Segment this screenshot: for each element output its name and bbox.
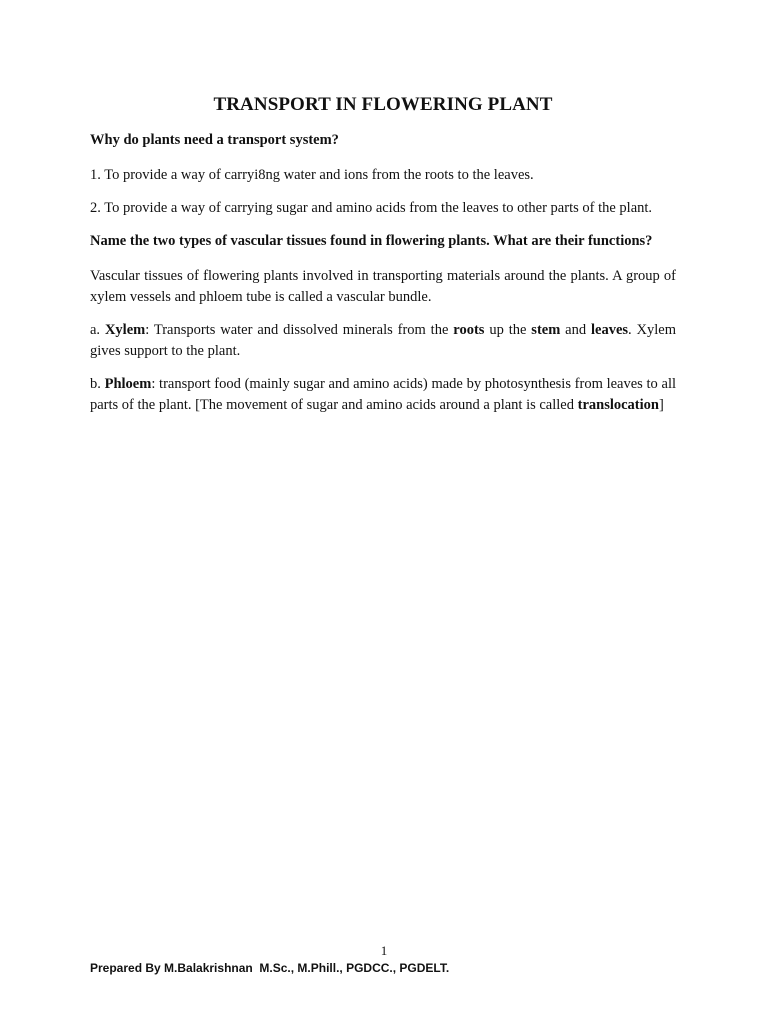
xylem-prefix: a. <box>90 322 105 338</box>
xylem-text-4: . Xylem gives support to the plant. <box>90 322 677 359</box>
point-1: 1. To provide a way of carryi8ng water and ions from the roots to the leaves. <box>90 167 534 183</box>
page-number: 1 <box>380 943 388 958</box>
question-transport-system: Why do plants need a transport system? <box>90 132 339 148</box>
phloem-term: Phloem <box>104 376 152 392</box>
phloem-text-2: ] <box>658 397 664 413</box>
footer-author: Prepared By M.Balakrishnan M.Sc., M.Phill., PGDCC., PGDELT. <box>90 961 450 975</box>
vascular-intro-paragraph: Vascular tissues of flowering plants involved in transporting materials around the plants. A group of xylem vessels and phloem tube is called a vascular bundle. <box>90 268 676 305</box>
phloem-paragraph <box>90 374 676 416</box>
point-2: 2. To provide a way of carrying sugar and amino acids from the leaves to other parts of the plant. <box>90 200 653 216</box>
xylem-text-1: : Transports water and dissolved minerals from the <box>145 322 454 338</box>
document-body <box>90 94 676 428</box>
xylem-leaves: leaves <box>591 322 629 338</box>
phloem-text-1: : transport food (mainly sugar and amino acids) made by photosynthesis from leaves to all parts of the plant. [The movement of sugar and amino acids around a plant is called <box>90 376 677 413</box>
xylem-roots: roots <box>453 322 485 338</box>
question-vascular-tissues: Name the two types of vascular tissues found in flowering plants. What are their functions? <box>90 233 653 249</box>
xylem-paragraph <box>90 320 676 362</box>
phloem-prefix: b. <box>90 376 105 392</box>
xylem-term: Xylem <box>104 322 146 338</box>
xylem-text-3: and <box>560 322 591 338</box>
xylem-stem: stem <box>531 322 561 338</box>
xylem-text-2: up the <box>484 322 532 338</box>
phloem-translocation: translocation <box>577 397 659 413</box>
page-title: TRANSPORT IN FLOWERING PLANT <box>213 94 553 115</box>
